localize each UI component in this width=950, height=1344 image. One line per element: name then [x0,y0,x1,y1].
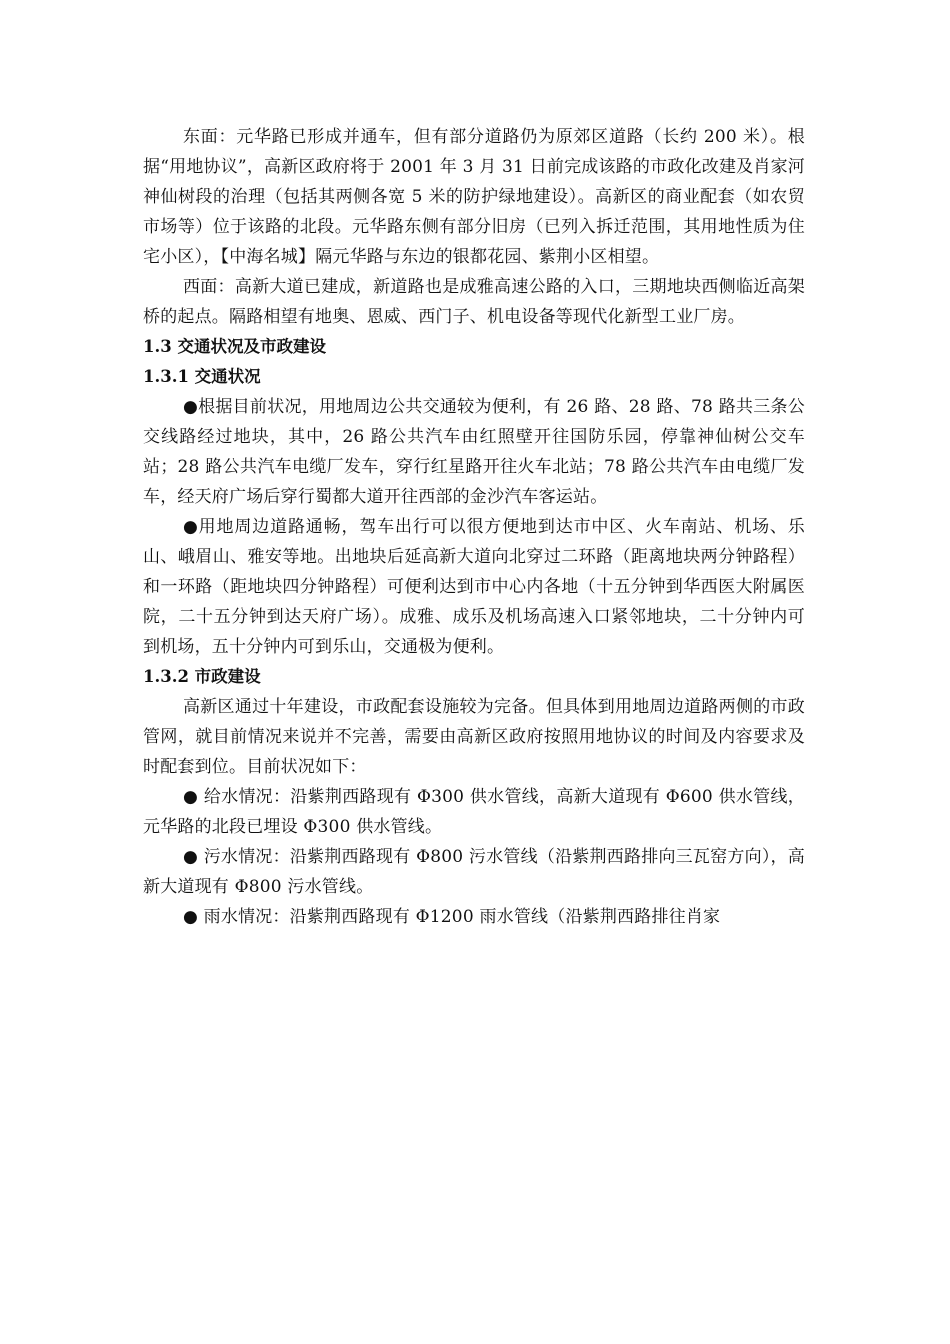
paragraph-east-side: 东面：元华路已形成并通车，但有部分道路仍为原郊区道路（长约 200 米）。根据“用地协议”，高新区政府将于 2001 年 3 月 31 日前完成该路的市政化改建及肖家河神仙树段的治理（包括其两侧各宽 5 米的防护绿地建设）。高新区的商业配套（如农贸市场等）位于该路的北段。元华路东侧有部分旧房（已列入拆迁范围，其用地性质为住宅小区），【中海名城】隔元华路与东边的银都花园、紫荆小区相望。 [143,127,805,267]
section-heading-1-3-1: 1.3.1 交通状况 [143,367,261,386]
document-body [143,122,805,932]
paragraph-water-supply: ● 给水情况：沿紫荆西路现有 Φ300 供水管线，高新大道现有 Φ600 供水管线，元华路的北段已埋设 Φ300 供水管线。 [143,787,805,837]
paragraph-municipal-overview: 高新区通过十年建设，市政配套设施较为完备。但具体到用地周边道路两侧的市政管网，就目前情况来说并不完善，需要由高新区政府按照用地协议的时间及内容要求及时配套到位。目前状况如下： [143,697,805,777]
paragraph-bus-lines: ●根据目前状况，用地周边公共交通较为便利，有 26 路、28 路、78 路共三条公交线路经过地块，其中，26 路公共汽车由红照壁开往国防乐园，停靠神仙树公交车站；28 路公共汽车电缆厂发车，穿行红星路开往火车北站；78 路公共汽车由电缆厂发车，经天府广场后穿行蜀都大道开往西部的金沙汽车客运站。 [143,397,805,507]
paragraph-rainwater: ● 雨水情况：沿紫荆西路现有 Φ1200 雨水管线（沿紫荆西路排往肖家 [183,907,721,927]
section-heading-1-3: 1.3 交通状况及市政建设 [143,337,326,356]
section-heading-1-3-2: 1.3.2 市政建设 [143,667,261,686]
paragraph-sewage: ● 污水情况：沿紫荆西路现有 Φ800 污水管线（沿紫荆西路排向三瓦窑方向），高新大道现有 Φ800 污水管线。 [143,847,805,897]
paragraph-west-side: 西面：高新大道已建成，新道路也是成雅高速公路的入口，三期地块西侧临近高架桥的起点。隔路相望有地奥、恩威、西门子、机电设备等现代化新型工业厂房。 [143,277,805,327]
paragraph-road-access: ●用地周边道路通畅，驾车出行可以很方便地到达市中区、火车南站、机场、乐山、峨眉山、雅安等地。出地块后延高新大道向北穿过二环路（距离地块两分钟路程）和一环路（距地块四分钟路程）可便利达到市中心内各地（十五分钟到华西医大附属医院，二十五分钟到达天府广场）。成雅、成乐及机场高速入口紧邻地块，二十分钟内可到机场，五十分钟内可到乐山，交通极为便利。 [143,517,805,657]
